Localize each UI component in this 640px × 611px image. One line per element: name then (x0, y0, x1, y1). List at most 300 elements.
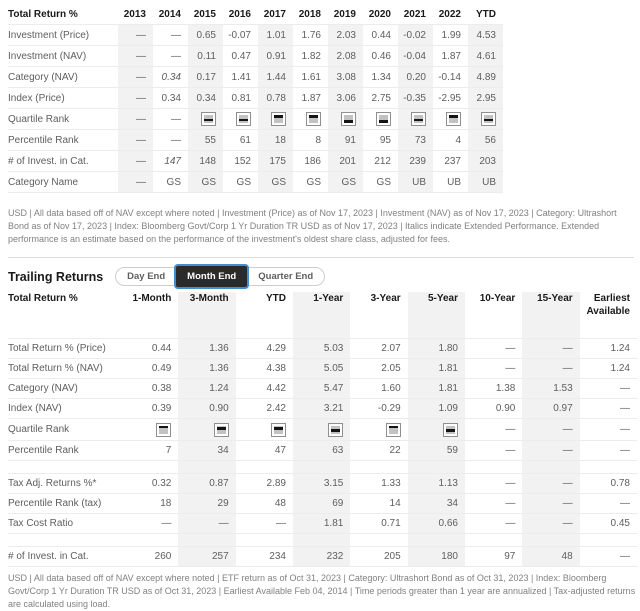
value-cell: 2.05 (381, 363, 401, 375)
quartile-rank-icon (411, 112, 426, 126)
value-cell: 0.34 (188, 88, 223, 108)
calendar-returns-table (8, 4, 503, 193)
trailing-returns-header (8, 265, 634, 288)
value-cell: — (171, 113, 181, 125)
value-cell: 4.38 (266, 363, 286, 375)
extended-performance-value: 0.34 (161, 71, 181, 83)
value-cell: — (522, 441, 579, 460)
quartile-bar (239, 121, 248, 123)
value-cell: — (619, 498, 630, 510)
column-header: 1-Year (293, 292, 350, 326)
row-label: Investment (Price) (8, 29, 90, 41)
value-cell: -0.29 (377, 403, 401, 415)
column-header: 2015 (193, 8, 216, 20)
value-cell: — (522, 419, 579, 440)
value-cell: -0.04 (398, 46, 433, 66)
value-cell: 2.42 (266, 403, 286, 415)
value-cell: 5.05 (293, 359, 350, 378)
value-cell: 1.81 (408, 359, 465, 378)
value-cell: 56 (468, 130, 503, 150)
table-title: Total Return % (8, 293, 78, 305)
spacer-cell (8, 326, 121, 338)
value-cell: 0.71 (381, 518, 401, 530)
spacer-cell (178, 326, 235, 338)
value-cell: 1.36 (178, 359, 235, 378)
column-header: 2014 (158, 8, 181, 20)
value-cell: 186 (304, 155, 321, 167)
column-header: 2018 (298, 8, 321, 20)
quartile-rank-cell (178, 419, 235, 440)
value-cell: — (275, 518, 286, 530)
value-cell: 1.81 (293, 514, 350, 533)
table-row (8, 419, 637, 441)
value-cell: 1.76 (301, 29, 321, 41)
value-cell: 237 (444, 155, 461, 167)
value-cell: 180 (408, 547, 465, 566)
value-cell: 0.44 (371, 29, 391, 41)
spacer-cell (236, 534, 293, 546)
value-cell: 2.08 (328, 46, 363, 66)
quartile-rank-icon (271, 423, 286, 437)
table-row (8, 67, 503, 88)
quartile-bar (159, 432, 168, 434)
spacer-cell (408, 534, 465, 546)
quartile-bar (344, 120, 353, 123)
value-cell: 1.99 (441, 29, 461, 41)
value-cell: — (118, 109, 153, 129)
value-cell: GS (306, 176, 321, 188)
value-cell: 4.42 (266, 383, 286, 395)
table-row (8, 339, 637, 359)
value-cell: 232 (293, 547, 350, 566)
value-cell: 0.17 (188, 67, 223, 87)
value-cell: 1.44 (258, 67, 293, 87)
value-cell: GS (236, 176, 251, 188)
table-row (8, 88, 503, 109)
table-title: Total Return % (8, 8, 78, 20)
quartile-rank-cell (433, 109, 468, 129)
row-label: Total Return % (Price) (8, 343, 106, 355)
value-cell: — (522, 494, 579, 513)
table-row (8, 494, 637, 514)
quartile-bar (379, 120, 388, 123)
quartile-bar (217, 432, 226, 434)
value-cell: — (505, 363, 516, 375)
value-cell: 257 (178, 547, 235, 566)
spacer-cell (121, 461, 178, 473)
trailing-returns-table (8, 292, 637, 567)
toggle-month-end[interactable]: Month End (176, 266, 247, 287)
spacer-cell (580, 326, 637, 338)
value-cell: 0.38 (151, 383, 172, 395)
table-row (8, 474, 637, 494)
quartile-rank-icon (214, 423, 229, 437)
value-cell: — (619, 551, 630, 563)
row-label: Percentile Rank (8, 445, 79, 457)
value-cell: — (118, 172, 153, 192)
value-cell: 18 (258, 130, 293, 150)
value-cell: 91 (328, 130, 363, 150)
quartile-rank-cell (328, 109, 363, 129)
spacer-cell (522, 534, 579, 546)
table-row (8, 514, 637, 534)
column-header: 2013 (123, 8, 146, 20)
row-label: Category (NAV) (8, 71, 78, 83)
value-cell: 47 (274, 445, 286, 457)
value-cell: 4.89 (468, 67, 503, 87)
value-cell (153, 67, 188, 87)
column-header: 2019 (333, 8, 356, 20)
spacer-cell (121, 534, 178, 546)
value-cell: 1.01 (258, 25, 293, 45)
quartile-bar (449, 121, 458, 123)
spacer-cell (293, 534, 350, 546)
value-cell: 0.45 (610, 518, 630, 530)
value-cell: 48 (274, 498, 286, 510)
value-cell: — (505, 343, 516, 355)
value-cell: — (505, 478, 516, 490)
value-cell: — (161, 518, 172, 530)
spacer-cell (8, 461, 121, 473)
spacer-cell (236, 461, 293, 473)
column-header: 2022 (438, 8, 461, 20)
quartile-rank-cell (363, 109, 398, 129)
quartile-bar (274, 121, 283, 123)
value-cell: — (171, 134, 181, 146)
spacer-cell (580, 534, 637, 546)
value-cell: 2.07 (381, 343, 401, 355)
value-cell: 4 (455, 134, 461, 146)
value-cell: UB (398, 172, 433, 192)
value-cell: GS (166, 176, 181, 188)
row-label: Quartile Rank (8, 424, 70, 436)
quartile-rank-icon (446, 112, 461, 126)
value-cell: 4.61 (468, 46, 503, 66)
value-cell: 212 (374, 155, 391, 167)
value-cell: 95 (379, 134, 391, 146)
value-cell: 5.03 (293, 339, 350, 358)
value-cell: 0.11 (188, 46, 223, 66)
toggle-day-end[interactable]: Day End (116, 268, 176, 285)
value-cell: — (522, 514, 579, 533)
quartile-rank-icon (201, 112, 216, 126)
table-row (8, 547, 637, 567)
table-row (8, 359, 637, 379)
value-cell: GS (376, 176, 391, 188)
value-cell: — (118, 67, 153, 87)
value-cell: 1.24 (610, 343, 630, 355)
spacer-cell (8, 534, 121, 546)
value-cell: 0.90 (178, 399, 235, 418)
spacer-cell (236, 326, 293, 338)
spacer-cell (293, 326, 350, 338)
table-row (8, 130, 503, 151)
value-cell: — (118, 25, 153, 45)
value-cell: 61 (239, 134, 251, 146)
value-cell: 0.81 (231, 92, 251, 104)
value-cell: 1.53 (522, 379, 579, 398)
table-row (8, 151, 503, 172)
value-cell: 175 (258, 151, 293, 171)
quartile-rank-icon (481, 112, 496, 126)
quartile-bar (309, 121, 318, 123)
spacer-cell (580, 461, 637, 473)
value-cell: 148 (188, 151, 223, 171)
value-cell: — (522, 339, 579, 358)
value-cell: — (118, 151, 153, 171)
value-cell: 1.80 (408, 339, 465, 358)
quartile-rank-cell (223, 109, 258, 129)
value-cell: -0.07 (228, 29, 251, 41)
spacer-cell (465, 461, 522, 473)
quartile-bar (204, 121, 213, 123)
value-cell: — (619, 445, 630, 457)
spacer-cell (293, 461, 350, 473)
value-cell: 59 (408, 441, 465, 460)
row-label: Investment (NAV) (8, 50, 87, 62)
row-label: Percentile Rank (8, 134, 79, 146)
value-cell: 1.41 (231, 71, 251, 83)
value-cell: 0.32 (151, 478, 172, 490)
value-cell (153, 151, 188, 171)
table-row (8, 25, 503, 46)
value-cell: 0.90 (495, 403, 516, 415)
quartile-rank-icon (306, 112, 321, 126)
value-cell: 0.44 (151, 343, 172, 355)
value-cell: 5.47 (293, 379, 350, 398)
value-cell: 14 (389, 498, 401, 510)
toggle-quarter-end[interactable]: Quarter End (247, 268, 324, 285)
value-cell: — (171, 50, 181, 62)
quartile-rank-cell (236, 419, 293, 440)
spacer-cell (350, 534, 407, 546)
value-cell: 55 (188, 130, 223, 150)
value-cell: 1.87 (301, 92, 321, 104)
row-label: Index (NAV) (8, 403, 62, 415)
value-cell: 205 (383, 551, 401, 563)
value-cell: 97 (504, 551, 516, 563)
value-cell: 239 (398, 151, 433, 171)
quartile-rank-icon (386, 423, 401, 437)
spacer-row (8, 534, 637, 547)
quartile-rank-cell (398, 109, 433, 129)
value-cell: 1.24 (178, 379, 235, 398)
value-cell: 69 (293, 494, 350, 513)
value-cell: 2.95 (468, 88, 503, 108)
trailing-returns-title: Trailing Returns (8, 269, 104, 284)
spacer-cell (465, 326, 522, 338)
table-row (8, 441, 637, 461)
table-header-row (8, 292, 637, 326)
column-header: 1-Month (132, 293, 172, 305)
table-row (8, 399, 637, 419)
value-cell: — (118, 130, 153, 150)
value-cell: 48 (522, 547, 579, 566)
value-cell: UB (468, 172, 503, 192)
value-cell: GS (188, 172, 223, 192)
column-header: Earliest Available (586, 293, 630, 317)
value-cell: 34 (408, 494, 465, 513)
value-cell: 1.38 (495, 383, 516, 395)
value-cell: 63 (293, 441, 350, 460)
value-cell: 1.33 (381, 478, 401, 490)
value-cell: GS (328, 172, 363, 192)
row-label: Category (NAV) (8, 383, 78, 395)
value-cell: GS (258, 172, 293, 192)
table-row (8, 172, 503, 193)
spacer-cell (465, 534, 522, 546)
value-cell: 7 (165, 445, 172, 457)
quartile-rank-icon (156, 423, 171, 437)
calendar-returns-footnote: USD | All data based off of NAV except where noted | Investment (Price) as of Nov 17, 2023 | Investment (NAV) as of Nov 17, 2023 | Category: Ultrashort Bond as of Nov 17, 2023 | Index: Bloomberg Govt/Corp 1 Yr Duration TR USD as of Nov 17, 2023 | Italics indicate Extended Performance. Extended performance is an estimate based on the performance of the investment's oldest share class, adjusted for fees. (8, 208, 617, 245)
spacer-cell (408, 461, 465, 473)
column-header: 15-Year (522, 292, 579, 326)
column-header: 2021 (403, 8, 426, 20)
row-label: Tax Adj. Returns %* (8, 478, 97, 490)
row-label: Index (Price) (8, 92, 65, 104)
value-cell: 4.53 (468, 25, 503, 45)
value-cell: — (118, 46, 153, 66)
value-cell: 4.29 (266, 343, 286, 355)
value-cell: — (522, 359, 579, 378)
quartile-rank-icon (271, 112, 286, 126)
value-cell: — (171, 29, 181, 41)
quartile-bar (484, 121, 493, 123)
value-cell: 1.24 (610, 363, 630, 375)
calendar-returns-section (8, 4, 634, 246)
trailing-returns-section (8, 257, 634, 611)
value-cell: 0.87 (178, 474, 235, 493)
value-cell: — (505, 424, 516, 436)
value-cell: — (178, 514, 235, 533)
quartile-rank-cell (121, 419, 178, 440)
quartile-bar (274, 432, 283, 434)
table-header-row (8, 4, 503, 25)
quartile-rank-cell (188, 109, 223, 129)
value-cell: 0.20 (398, 67, 433, 87)
value-cell: -2.95 (438, 92, 461, 104)
row-label: Tax Cost Ratio (8, 518, 74, 530)
value-cell: 1.34 (371, 71, 391, 83)
quartile-bar (389, 432, 398, 434)
spacer-cell (350, 326, 407, 338)
value-cell: 73 (398, 130, 433, 150)
column-header: YTD (265, 293, 286, 305)
value-cell: 234 (269, 551, 286, 563)
quartile-rank-icon (328, 423, 343, 437)
value-cell: -0.02 (398, 25, 433, 45)
value-cell: — (505, 445, 516, 457)
value-cell: — (505, 518, 516, 530)
quartile-rank-icon (236, 112, 251, 126)
value-cell: 0.78 (610, 478, 630, 490)
period-end-toggle (115, 267, 325, 286)
value-cell: 0.46 (371, 50, 391, 62)
row-label: Percentile Rank (tax) (8, 498, 102, 510)
value-cell: 34 (178, 441, 235, 460)
row-label: Category Name (8, 176, 79, 188)
value-cell: 0.91 (258, 46, 293, 66)
value-cell: 3.06 (328, 88, 363, 108)
quartile-rank-icon (443, 423, 458, 437)
value-cell: 0.66 (408, 514, 465, 533)
quartile-rank-cell (468, 109, 503, 129)
spacer-cell (178, 534, 235, 546)
quartile-rank-cell (293, 419, 350, 440)
column-header: 3-Month (178, 292, 235, 326)
value-cell: 260 (154, 551, 172, 563)
value-cell: 0.78 (258, 88, 293, 108)
spacer-cell (178, 461, 235, 473)
row-label: # of Invest. in Cat. (8, 155, 89, 167)
spacer-cell (522, 326, 579, 338)
value-cell: 2.03 (328, 25, 363, 45)
value-cell: -0.35 (398, 88, 433, 108)
value-cell: 0.39 (151, 403, 172, 415)
column-header: 3-Year (370, 293, 401, 305)
table-row (8, 379, 637, 399)
column-header: 2020 (368, 8, 391, 20)
value-cell: 8 (315, 134, 321, 146)
value-cell: — (619, 424, 630, 436)
column-header: YTD (476, 8, 496, 20)
table-row (8, 46, 503, 67)
quartile-bar (414, 121, 423, 123)
quartile-bar (446, 432, 455, 434)
value-cell: 2.75 (371, 92, 391, 104)
quartile-rank-cell (293, 109, 328, 129)
table-row (8, 109, 503, 130)
value-cell: 3.15 (293, 474, 350, 493)
value-cell: 1.61 (301, 71, 321, 83)
quartile-rank-cell (350, 419, 407, 440)
trailing-returns-footnote: USD | All data based off of NAV except where noted | ETF return as of Oct 31, 2023 | Category: Ultrashort Bond as of Oct 31, 2023 | Index: Bloomberg Govt/Corp 1 Yr Duration TR USD as of Oct 31, 2023 | Earliest Available Feb 04, 2014 | Time periods greater than 1 year are annualized | Tax-adjusted returns are calculated using load. (8, 573, 636, 610)
spacer-row (8, 461, 637, 474)
spacer-cell (408, 326, 465, 338)
row-label: Total Return % (NAV) (8, 363, 103, 375)
spacer-cell (522, 461, 579, 473)
value-cell: 0.49 (151, 363, 172, 375)
value-cell: 2.89 (266, 478, 286, 490)
column-header: 2016 (228, 8, 251, 20)
row-label: Quartile Rank (8, 113, 70, 125)
value-cell: 29 (178, 494, 235, 513)
value-cell: 3.21 (293, 399, 350, 418)
column-header: 10-Year (479, 293, 516, 305)
value-cell: — (118, 88, 153, 108)
value-cell: 0.34 (161, 92, 181, 104)
value-cell: 201 (328, 151, 363, 171)
column-header: 2017 (263, 8, 286, 20)
value-cell: 203 (468, 151, 503, 171)
value-cell: 0.97 (522, 399, 579, 418)
quartile-rank-icon (341, 112, 356, 126)
column-header: 5-Year (408, 292, 465, 326)
value-cell: 1.13 (408, 474, 465, 493)
value-cell: -0.14 (438, 71, 461, 83)
value-cell: 1.36 (178, 339, 235, 358)
value-cell: 0.47 (231, 50, 251, 62)
value-cell: 0.65 (188, 25, 223, 45)
value-cell: — (505, 498, 516, 510)
quartile-bar (331, 432, 340, 434)
quartile-rank-cell (258, 109, 293, 129)
row-label: # of Invest. in Cat. (8, 551, 89, 563)
value-cell: 152 (234, 155, 251, 167)
value-cell: 1.87 (441, 50, 461, 62)
value-cell: 22 (389, 445, 401, 457)
value-cell: 3.08 (328, 67, 363, 87)
